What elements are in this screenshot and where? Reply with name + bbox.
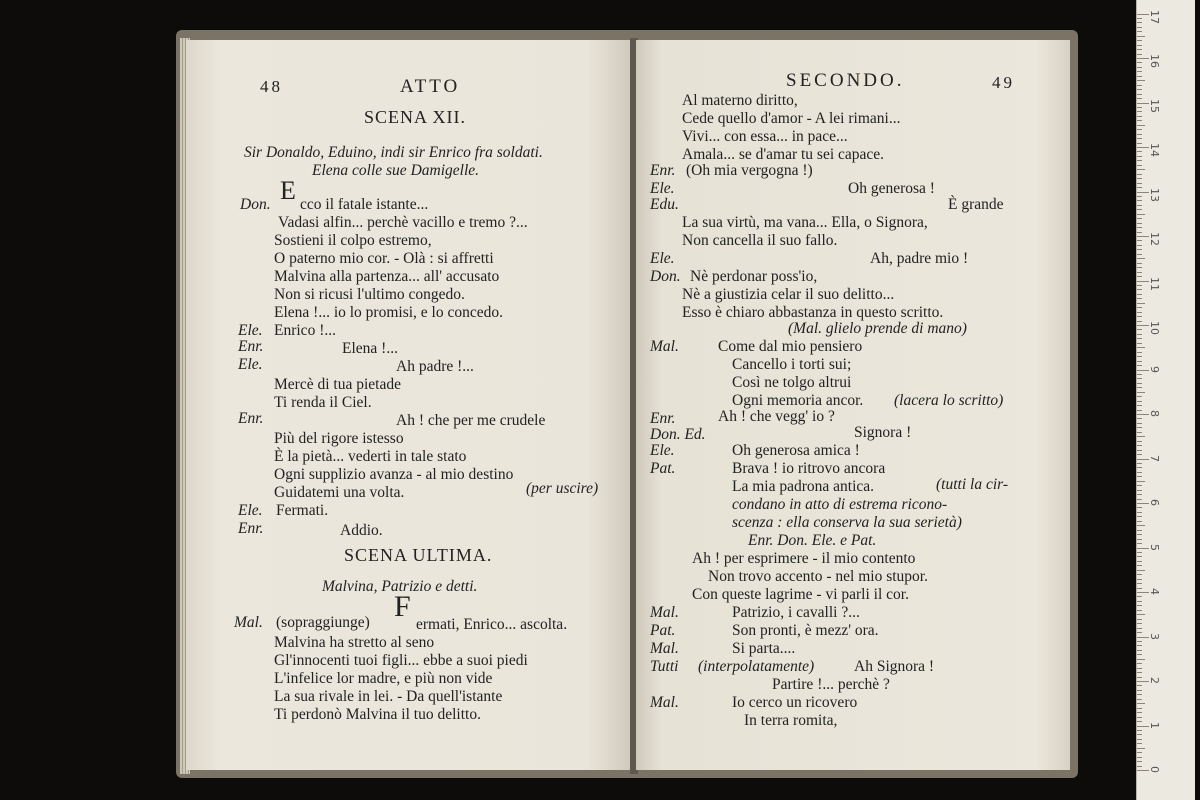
speaker: Ele.	[650, 250, 675, 267]
verse-line: Sostieni il colpo estremo,	[274, 232, 432, 249]
verse-line: Nè a giustizia celar il suo delitto...	[682, 286, 895, 303]
stage-direction: (lacera lo scritto)	[894, 392, 1004, 409]
ruler-label: 13	[1148, 187, 1161, 202]
ruler-tick	[1137, 445, 1142, 446]
ruler-tick	[1137, 396, 1142, 397]
ruler-tick	[1137, 343, 1142, 344]
ruler-tick	[1137, 312, 1142, 313]
left-page	[186, 40, 632, 770]
ruler-tick	[1137, 156, 1142, 157]
stage-direction: condano in atto di estrema ricono-	[732, 496, 948, 513]
ruler-tick	[1137, 610, 1142, 611]
ruler-tick	[1137, 543, 1142, 544]
page-number: 48	[260, 77, 283, 96]
speaker: Mal.	[650, 640, 679, 657]
ruler-tick	[1137, 507, 1142, 508]
scene-characters: Malvina, Patrizio e detti.	[322, 578, 478, 595]
ruler-tick	[1137, 623, 1142, 624]
verse-line: Nè perdonar poss'io,	[690, 268, 818, 285]
ruler-tick	[1137, 752, 1142, 753]
ruler-tick	[1137, 454, 1142, 455]
ruler-label: 10	[1148, 321, 1161, 335]
ruler-label: 3	[1148, 632, 1161, 640]
verse-line: Come dal mio pensiero	[718, 338, 863, 355]
verse-line: Ti renda il Ciel.	[274, 394, 372, 411]
ruler-tick	[1137, 285, 1142, 286]
ruler-tick	[1137, 200, 1142, 201]
ruler-tick	[1137, 574, 1142, 575]
stage-direction: (tutti la cir-	[936, 476, 1009, 493]
page-number: 49	[992, 73, 1015, 92]
ruler-tick	[1137, 654, 1142, 655]
ruler-tick	[1137, 40, 1142, 41]
verse-line: La sua rivale in lei. - Da quell'istante	[274, 688, 503, 705]
verse-line: Esso è chiaro abbastanza in questo scritto.	[682, 304, 944, 321]
ruler-label: 11	[1148, 276, 1161, 291]
ruler-label: 17	[1148, 9, 1161, 24]
verse-line: Elena !...	[342, 340, 398, 357]
ruler-tick	[1137, 214, 1145, 215]
ruler-tick	[1137, 347, 1145, 348]
verse-line: Cancello i torti sui;	[732, 356, 852, 373]
ruler-tick	[1137, 677, 1142, 678]
ruler-tick	[1137, 596, 1142, 597]
ruler-tick	[1137, 668, 1142, 669]
speaker: Ele.	[238, 502, 263, 519]
ruler-tick	[1137, 703, 1145, 704]
ruler-tick	[1137, 27, 1142, 28]
scene-characters: Sir Donaldo, Eduino, indi sir Enrico fra soldati.	[244, 144, 543, 161]
verse-line: Ah ! che per me crudele	[396, 412, 546, 429]
ruler-tick	[1137, 743, 1142, 744]
ruler-tick	[1137, 614, 1145, 615]
ruler-tick	[1137, 174, 1142, 175]
ruler-tick	[1137, 365, 1142, 366]
ruler-tick	[1137, 521, 1142, 522]
ruler-tick	[1137, 490, 1142, 491]
ruler-tick	[1137, 361, 1142, 362]
verse-line: Oh generosa !	[848, 180, 935, 197]
ruler-tick	[1137, 565, 1142, 566]
verse-line: La mia padrona antica.	[732, 478, 875, 495]
ruler-tick	[1137, 316, 1142, 317]
ruler-tick	[1137, 632, 1142, 633]
verse-line: Vivi... con essa... in pace...	[682, 128, 848, 145]
ruler-tick	[1137, 481, 1145, 482]
speaker: Mal.	[650, 694, 679, 711]
verse-line: Mercè di tua pietade	[274, 376, 401, 393]
right-page	[636, 40, 1070, 770]
ruler-tick	[1137, 418, 1142, 419]
verse-line: In terra romita,	[744, 712, 838, 729]
ruler-tick	[1137, 405, 1142, 406]
ruler-tick	[1137, 601, 1142, 602]
ruler-tick	[1137, 129, 1142, 130]
verse-line: Ti perdonò Malvina il tuo delitto.	[274, 706, 481, 723]
ruler-tick	[1137, 76, 1142, 77]
stage-direction: (Mal. glielo prende di mano)	[788, 320, 967, 337]
ruler-tick	[1137, 45, 1142, 46]
ruler-tick	[1137, 329, 1142, 330]
ruler-tick	[1137, 485, 1142, 486]
ruler-tick	[1137, 525, 1145, 526]
verse-line: Io cerco un ricovero	[732, 694, 858, 711]
verse-line: Ah ! che vegg' io ?	[718, 408, 835, 425]
verse-line: Guidatemi una volta.	[274, 484, 405, 501]
ruler-tick	[1137, 111, 1142, 112]
ruler-tick	[1137, 463, 1142, 464]
ruler-tick	[1137, 209, 1142, 210]
ruler-tick	[1137, 54, 1142, 55]
ruler-tick	[1137, 120, 1142, 121]
ruler-tick	[1137, 739, 1142, 740]
verse-line: Partire !... perchè ?	[772, 676, 890, 693]
ruler-label: 8	[1148, 410, 1161, 417]
ruler-tick	[1137, 187, 1142, 188]
ruler-tick	[1137, 240, 1142, 241]
ruler-tick	[1137, 169, 1145, 170]
ruler-tick	[1137, 467, 1142, 468]
stage-direction: (interpolatamente)	[698, 658, 815, 675]
ruler-label: 16	[1148, 54, 1161, 68]
ruler-tick	[1137, 352, 1142, 353]
scene-title: SCENA XII.	[364, 107, 467, 127]
ruler-label: 5	[1148, 543, 1161, 551]
ruler-tick	[1137, 85, 1142, 86]
speaker: Enr.	[238, 410, 264, 427]
drop-initial: F	[394, 590, 411, 623]
ruler-tick	[1137, 18, 1142, 19]
ruler-label: 14	[1148, 143, 1161, 157]
speaker: Mal.	[650, 338, 679, 355]
speaker: Ele.	[650, 180, 675, 197]
ruler-tick	[1137, 263, 1142, 264]
verse-line: Ogni supplizio avanza - al mio destino	[274, 466, 514, 483]
ruler-tick	[1137, 441, 1142, 442]
ruler-tick	[1137, 249, 1142, 250]
ruler-tick	[1137, 227, 1142, 228]
ruler-tick	[1137, 672, 1142, 673]
ruler-tick	[1137, 694, 1142, 695]
ruler-tick	[1137, 628, 1142, 629]
verse-line: Al materno diritto,	[682, 92, 798, 109]
ruler-tick	[1137, 89, 1142, 90]
ruler-tick	[1137, 721, 1142, 722]
ruler-tick	[1137, 245, 1142, 246]
ruler-tick	[1137, 218, 1142, 219]
ruler-tick	[1137, 294, 1142, 295]
drop-initial: E	[280, 176, 296, 205]
speaker: Mal.	[650, 604, 679, 621]
speaker: Enr.	[650, 162, 676, 179]
ruler-tick	[1137, 125, 1145, 126]
ruler-tick	[1137, 22, 1142, 23]
ruler-tick	[1137, 516, 1142, 517]
verse-line: Non trovo accento - nel mio stupor.	[708, 568, 928, 585]
verse-line: Fermati.	[276, 502, 329, 519]
verse-line: Elena !... io lo promisi, e lo concedo.	[274, 304, 503, 321]
ruler-tick	[1137, 530, 1142, 531]
ruler-tick	[1137, 552, 1142, 553]
ruler-tick	[1137, 387, 1142, 388]
ruler-tick	[1137, 436, 1145, 437]
ruler-tick	[1137, 378, 1142, 379]
verse-line: Patrizio, i cavalli ?...	[732, 604, 860, 621]
ruler-tick	[1137, 276, 1142, 277]
verse-line: Ah, padre mio !	[870, 250, 969, 267]
ruler-tick	[1137, 663, 1142, 664]
speaker: Pat.	[650, 460, 676, 477]
ruler-tick	[1137, 134, 1142, 135]
verse-line: Oh generosa amica !	[732, 442, 860, 459]
ruler-tick	[1137, 356, 1142, 357]
verse-line: Ogni memoria ancor.	[732, 392, 864, 409]
ruler-label: 6	[1148, 499, 1161, 506]
verse-line: Non si ricusi l'ultimo congedo.	[274, 286, 465, 303]
ruler-tick	[1137, 383, 1142, 384]
ruler-tick	[1137, 49, 1142, 50]
ruler-label: 4	[1148, 588, 1161, 595]
ruler-tick	[1137, 650, 1142, 651]
ruler-tick	[1137, 67, 1142, 68]
ruler-tick	[1137, 579, 1142, 580]
ruler-tick	[1137, 258, 1145, 259]
ruler-tick	[1137, 432, 1142, 433]
running-head: ATTO	[400, 76, 461, 97]
speaker: Enr.	[650, 410, 676, 427]
ruler-tick	[1137, 588, 1142, 589]
verse-line: Malvina alla partenza... all' accusato	[274, 268, 500, 285]
ruler-tick	[1137, 374, 1142, 375]
ruler-tick	[1137, 583, 1142, 584]
ruler-tick	[1137, 708, 1142, 709]
scene-characters: Elena colle sue Damigelle.	[312, 162, 480, 179]
speaker: Ele.	[650, 442, 675, 459]
ruler-label: 1	[1148, 721, 1161, 729]
ruler-tick	[1137, 298, 1142, 299]
ruler-tick	[1137, 338, 1142, 339]
verse-line: O paterno mio cor. - Olà : si affretti	[274, 250, 494, 267]
ruler-label: 7	[1148, 454, 1161, 462]
verse-line: Enrico !...	[274, 322, 336, 339]
verse-line: Cede quello d'amor - A lei rimani...	[682, 110, 901, 127]
ruler-tick	[1137, 712, 1142, 713]
verse-line: È grande	[948, 196, 1004, 213]
ruler-tick	[1137, 80, 1145, 81]
ruler-tick	[1137, 423, 1142, 424]
verse-line: ermati, Enrico... ascolta.	[416, 616, 568, 633]
ruler-tick	[1137, 476, 1142, 477]
verse-line: Malvina ha stretto al seno	[274, 634, 435, 651]
ruler-tick	[1137, 534, 1142, 535]
speaker: Mal.	[234, 614, 263, 631]
ruler-tick	[1137, 645, 1142, 646]
ruler-tick	[1137, 116, 1142, 117]
ruler-tick	[1137, 254, 1142, 255]
ruler-tick	[1137, 472, 1142, 473]
ruler-tick	[1137, 334, 1142, 335]
verse-line: La sua virtù, ma vana... Ella, o Signora,	[682, 214, 928, 231]
ruler-tick	[1137, 766, 1142, 767]
ruler-tick	[1137, 267, 1142, 268]
verse-line: Ah padre !...	[396, 358, 474, 375]
ruler-tick	[1137, 94, 1142, 95]
verse-line: Non cancella il suo fallo.	[682, 232, 838, 249]
verse-line: Amala... se d'amar tu sei capace.	[682, 146, 885, 163]
ruler-label: 0	[1148, 766, 1161, 773]
ruler-tick	[1137, 619, 1142, 620]
speaker: Ele.	[238, 356, 263, 373]
speaker: Pat.	[650, 622, 676, 639]
ruler-tick	[1137, 392, 1145, 393]
ruler-tick	[1137, 321, 1142, 322]
speaker: Tutti	[650, 658, 679, 675]
ruler-tick	[1137, 232, 1142, 233]
verse-line: Con queste lagrime - vi parli il cor.	[692, 586, 909, 603]
ruler-tick	[1137, 539, 1142, 540]
ruler-tick	[1137, 62, 1142, 63]
ruler-tick	[1137, 307, 1142, 308]
ruler-label: 12	[1148, 232, 1161, 246]
stage-direction: Enr. Don. Ele. e Pat.	[748, 532, 877, 549]
ruler-tick	[1137, 730, 1142, 731]
speaker: Ele.	[238, 322, 263, 339]
verse-line: Signora !	[854, 424, 912, 441]
ruler-tick	[1137, 748, 1145, 749]
ruler-tick	[1137, 499, 1142, 500]
ruler-tick	[1137, 151, 1142, 152]
verse-line: cco il fatale istante...	[300, 196, 429, 213]
ruler-tick	[1137, 401, 1142, 402]
verse-line: Ah ! per esprimere - il mio contento	[692, 550, 916, 567]
verse-line: Così ne tolgo altrui	[732, 374, 852, 391]
ruler-tick	[1137, 160, 1142, 161]
verse-line: Ah Signora !	[854, 658, 935, 675]
ruler-tick	[1137, 494, 1142, 495]
ruler-tick	[1137, 512, 1142, 513]
ruler-tick	[1137, 107, 1142, 108]
verse-line: Si parta....	[732, 640, 796, 657]
ruler-tick	[1137, 556, 1142, 557]
speaker: Don.	[240, 196, 271, 213]
verse-line: Brava ! io ritrovo ancora	[732, 460, 886, 477]
ruler-tick	[1137, 717, 1142, 718]
verse-line: È la pietà... vederti in tale stato	[274, 448, 467, 465]
ruler-tick	[1137, 641, 1142, 642]
ruler-tick	[1137, 450, 1142, 451]
ruler-tick	[1137, 289, 1142, 290]
scene-title: SCENA ULTIMA.	[344, 545, 493, 565]
ruler-tick	[1137, 303, 1145, 304]
speaker: Enr.	[238, 520, 264, 537]
ruler-tick	[1137, 605, 1142, 606]
stage-direction: scenza : ella conserva la sua serietà)	[732, 514, 962, 531]
ruler-tick	[1137, 178, 1142, 179]
ruler-tick	[1137, 561, 1142, 562]
speaker: Don.	[650, 268, 681, 285]
speaker: Edu.	[650, 196, 679, 213]
verse-line: Vadasi alfin... perchè vacillo e tremo ?...	[278, 214, 528, 231]
ruler-tick	[1137, 71, 1142, 72]
verse-line: Più del rigore istesso	[274, 430, 404, 447]
ruler-tick	[1137, 570, 1145, 571]
speaker: Don. Ed.	[650, 426, 706, 443]
verse-line: Gl'innocenti tuoi figli... ebbe a suoi piedi	[274, 652, 528, 669]
ruler-tick	[1137, 659, 1145, 660]
stage-direction: (sopraggiunge)	[276, 614, 370, 631]
ruler-tick	[1137, 138, 1142, 139]
ruler-tick	[1137, 699, 1142, 700]
verse-line: (Oh mia vergogna !)	[686, 162, 813, 179]
ruler-tick	[1137, 427, 1142, 428]
ruler-tick	[1137, 734, 1142, 735]
ruler-tick	[1137, 272, 1142, 273]
verse-line: L'infelice lor madre, e più non vide	[274, 670, 493, 687]
ruler-tick	[1137, 205, 1142, 206]
running-head: SECONDO.	[786, 70, 905, 91]
ruler-tick	[1137, 410, 1142, 411]
ruler-tick	[1137, 196, 1142, 197]
ruler-tick	[1137, 757, 1142, 758]
measuring-ruler	[1136, 0, 1195, 800]
ruler-tick	[1137, 685, 1142, 686]
ruler-tick	[1137, 143, 1142, 144]
stage-direction: (per uscire)	[526, 480, 599, 497]
ruler-label: 15	[1148, 98, 1161, 113]
ruler-tick	[1137, 183, 1142, 184]
ruler-tick	[1137, 761, 1142, 762]
ruler-tick	[1137, 98, 1142, 99]
ruler-tick	[1137, 165, 1142, 166]
ruler-tick	[1137, 223, 1142, 224]
ruler-label: 2	[1148, 677, 1161, 684]
verse-line: Son pronti, è mezz' ora.	[732, 622, 879, 639]
verse-line: Addio.	[340, 522, 383, 539]
ruler-tick	[1137, 690, 1142, 691]
ruler-tick	[1137, 31, 1142, 32]
ruler-tick	[1137, 36, 1145, 37]
ruler-label: 9	[1148, 365, 1161, 373]
speaker: Enr.	[238, 338, 264, 355]
